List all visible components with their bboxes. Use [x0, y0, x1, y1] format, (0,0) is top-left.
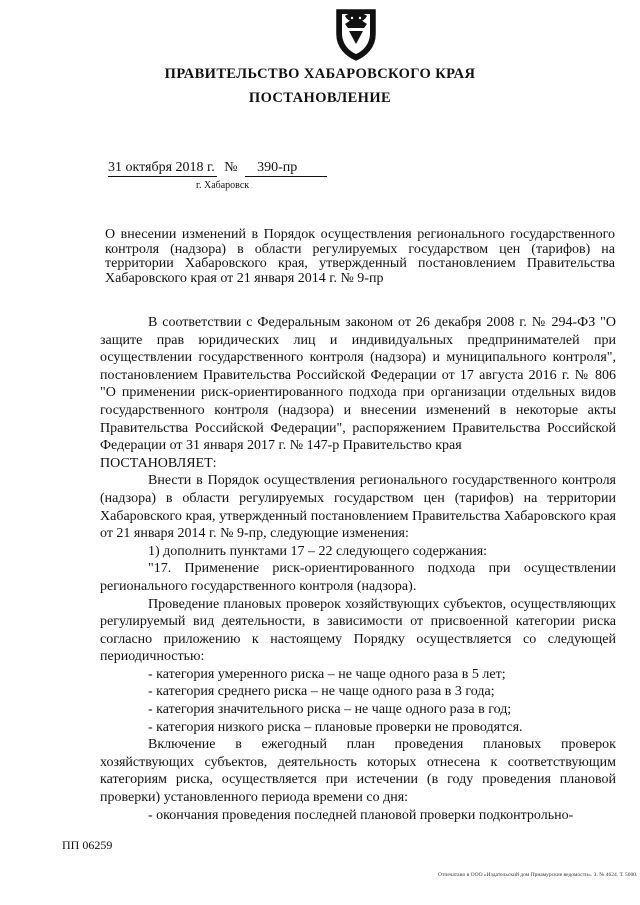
item-1-paragraph: 1) дополнить пунктами 17 – 22 следующего содержания: [148, 543, 488, 559]
last-line-paragraph: - окончания проведения последней плановой проверки подконтрольно- [148, 807, 574, 823]
document-place: г. Хабаровск [196, 180, 250, 191]
resolves-heading: ПОСТАНОВЛЯЕТ: [100, 455, 217, 471]
document-number: 390-пр [245, 160, 327, 177]
clause-17-paragraph: "17. Применение риск-ориентированного подхода при осуществлении регионального государственного контроля (надзора). [100, 561, 616, 594]
number-sign: № [224, 160, 238, 175]
list-item: - категория низкого риска – плановые проверки не проводятся. [148, 719, 523, 735]
annual-plan-paragraph: Включение в ежегодный план проведения плановых проверок хозяйствующих субъектов, деятельность которых отнесена к соответствующим категориям риска, осуществляется при истечении (в году проведения плановой проверки) установленного периода времени со дня: [100, 737, 616, 806]
date-number-line [108, 160, 327, 177]
coat-of-arms-icon [331, 4, 381, 62]
document-type: ПОСТАНОВЛЕНИЕ [248, 90, 392, 106]
list-item: - категория среднего риска – не чаще одного раза в 3 года; [148, 684, 495, 700]
document-date: 31 октября 2018 г. [108, 160, 215, 175]
amendment-paragraph: Внести в Порядок осуществления регионального государственного контроля (надзора) в области регулируемых государством цен (тарифов) на территории Хабаровского края, утвержденный постановлением Правительства Хабаровского края от 21 января 2014 г. № 9-пр, следующие изменения: [100, 473, 616, 542]
printer-imprint: Отпечатано в ООО «Издательский дом Приамурские ведомости». З. № 4624. Т. 5000. [438, 872, 638, 878]
document-code: ПП 06259 [62, 838, 113, 852]
list-item: - категория умеренного риска – не чаще одного раза в 5 лет; [148, 666, 506, 682]
inspections-paragraph: Проведение плановых проверок хозяйствующих субъектов, осуществляющих регулируемый вид деятельности, в зависимости от присвоенной категории риска согласно приложению к настоящему Порядку осуществляется со следующей периодичностью: [100, 596, 616, 665]
list-item: - категория значительного риска – не чаще одного раза в год; [148, 702, 512, 718]
document-subject: О внесении изменений в Порядок осуществления регионального государственного контроля (надзора) в области регулируемых государством цен (тарифов) на территории Хабаровского края, утвержденный постановлением Правительства Хабаровского края от 21 января 2014 г. № 9-пр [105, 227, 615, 286]
organization-title: ПРАВИТЕЛЬСТВО ХАБАРОВСКОГО КРАЯ [164, 66, 476, 82]
document-body [100, 314, 616, 824]
preamble-paragraph: В соответствии с Федеральным законом от 26 декабря 2008 г. № 294-ФЗ "О защите прав юридических лиц и индивидуальных предпринимателей при осуществлении государственного контроля (надзора) и муниципального контроля", постановлением Правительства Российской Федерации от 17 августа 2016 г. № 806 "О применении риск-ориентированного подхода при организации отдельных видов государственного контроля (надзора) и внесении изменений в некоторые акты Правительства Российской Федерации", распоряжением Правительства Российской Федерации от 31 января 2017 г. № 147-р Правительство края [100, 315, 616, 454]
